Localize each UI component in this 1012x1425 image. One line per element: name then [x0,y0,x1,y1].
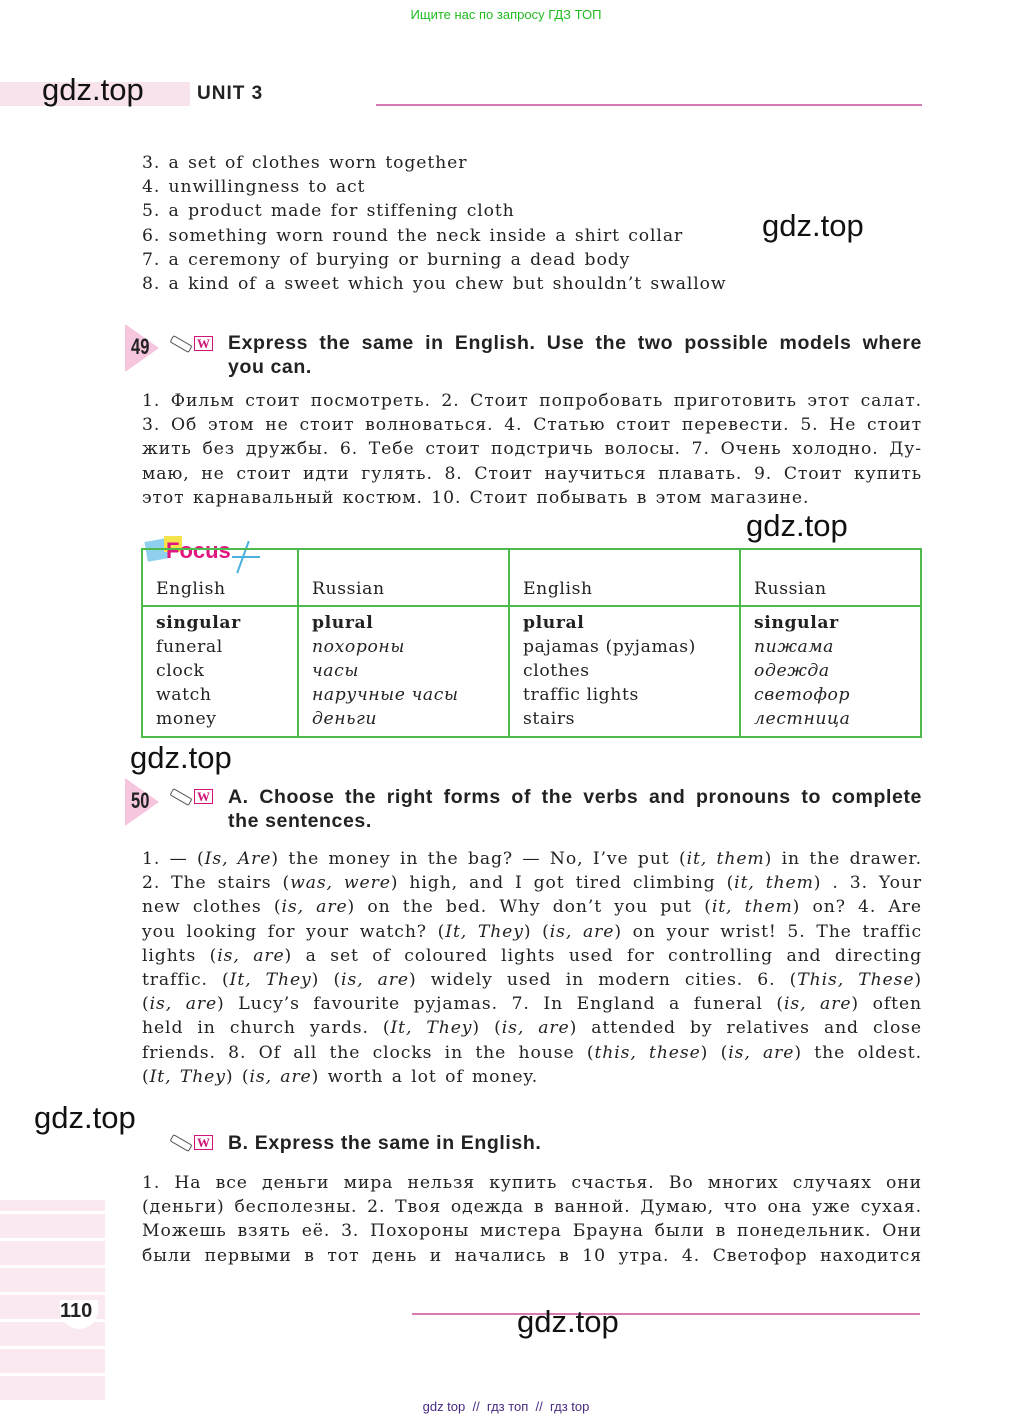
footer-rule [412,1313,920,1315]
writing-icon: W [170,789,213,805]
focus-cell: pajamas (pyjamas) [523,637,696,657]
focus-column [298,606,509,737]
focus-cell: часы [312,661,359,681]
header-rule [376,104,922,106]
focus-cell: лестница [754,709,851,729]
focus-cell: stairs [523,709,576,729]
focus-cell: деньги [312,709,378,729]
text-line: 2. The stairs (was, were) high, and I got tired climbing (it, them) . 3. Your [142,873,923,894]
text-line: new clothes (is, are) on the bed. Why don’t you put (it, them) on? 4. Are [142,897,922,918]
watermark: gdz.top [42,72,144,107]
focus-cell: plural [523,613,585,633]
exercise-number: 49 [131,334,150,359]
text-line: (It, They) (is, are) worth a lot of money. [142,1066,539,1087]
focus-logo: Focus [146,536,266,576]
text-line: маю, не стоит идти гулять. 8. Стоит научиться плавать. 9. Стоит купить [142,463,922,484]
writing-icon: W [170,1135,213,1151]
text-line: 1. Фильм стоит посмотреть. 2. Стоит попробовать приготовить этот салат. [142,391,922,411]
watermark: gdz.top [762,208,864,243]
focus-column [740,606,921,737]
text-line: Можешь взять её. 3. Похороны мистера Брауна были в понедельник. Они [142,1221,922,1242]
watermark: gdz.top [517,1304,619,1339]
focus-table [141,548,922,738]
exercise-50-instruction: A. Choose the right forms of the verbs and pronouns to complete the sentences. [228,786,922,832]
text-line: (деньги) бесполезны. 2. Твоя одежда в ванной. Думаю, что она уже сухая. [142,1197,922,1218]
focus-cell: clothes [523,661,590,681]
text-line: 4. unwillingness to act [142,177,366,198]
text-line: жить без дружбы. 6. Тебе стоит подстричь волосы. 7. Очень холодно. Ду- [142,439,922,460]
text-line: 6. something worn round the neck inside a shirt collar [142,225,684,246]
focus-cell: светофор [754,685,851,705]
text-line: 1. На все деньги мира нельзя купить счастья. Во многих случаях они [142,1173,922,1193]
focus-column [509,606,740,737]
text-line: traffic. (It, They) (is, are) widely used in modern cities. 6. (This, These) [142,970,923,990]
text-line: (is, are) Lucy’s favourite pyjamas. 7. In England a funeral (is, are) often [142,994,922,1015]
unit-label: UNIT 3 [197,83,264,104]
text-line: 7. a ceremony of burying or burning a dead body [142,249,631,270]
focus-cell: clock [156,661,205,681]
footer-links[interactable]: gdz top // гдз топ // гдз top [422,1399,590,1414]
focus-column [142,606,298,737]
exercise-49-instruction: Express the same in English. Use the two possible models where you can. [228,332,922,378]
exercise-50b-instruction: B. Express the same in English. [228,1132,542,1154]
text-line: 3. a set of clothes worn together [142,153,468,173]
column-header: English [509,549,740,606]
column-header: Russian [740,549,921,606]
text-line: были первыми в тот день и начались в 10 утра. 4. Светофор находится [142,1245,922,1266]
focus-cell: traffic lights [523,685,639,705]
focus-cell: наручные часы [312,685,459,705]
top-banner[interactable]: Ищите нас по запросу ГДЗ ТОП [410,7,602,22]
text-line: you looking for your watch? (It, They) (is, are) on your wrist! 5. The traffic [142,921,922,942]
focus-cell: money [156,709,217,729]
focus-cell: watch [156,685,212,705]
text-line: этот карнавальный костюм. 10. Стоит побывать в этом магазине. [142,487,810,508]
exercise-number: 50 [131,788,150,813]
watermark: gdz.top [34,1100,136,1135]
watermark: gdz.top [130,740,232,775]
focus-cell: plural [312,613,374,633]
text-line: 1. — (Is, Are) the money in the bag? — No, I’ve put (it, them) in the drawer. [142,849,923,869]
focus-cell: пижама [754,637,835,657]
text-line: 8. a kind of a sweet which you chew but shouldn’t swallow [142,274,727,294]
watermark: gdz.top [746,508,848,543]
text-line: 5. a product made for stiffening cloth [142,201,515,222]
writing-icon: W [170,336,213,352]
column-header: English [142,549,298,606]
text-line: friends. 8. Of all the clocks in the house (this, these) (is, are) the oldest. [142,1042,922,1063]
focus-cell: одежда [754,661,830,681]
focus-cell: singular [156,613,241,633]
focus-cell: funeral [156,637,223,657]
column-header: Russian [298,549,509,606]
focus-cell: singular [754,613,839,633]
text-line: 3. Об этом не стоит волноваться. 4. Статью стоит перевести. 5. Не стоит [142,415,922,436]
focus-cell: похороны [312,637,405,657]
page-number: 110 [60,1300,98,1329]
text-line: held in church yards. (It, They) (is, are) attended by relatives and close [142,1018,922,1039]
text-line: lights (is, are) a set of coloured lights used for controlling and directing [142,945,923,966]
